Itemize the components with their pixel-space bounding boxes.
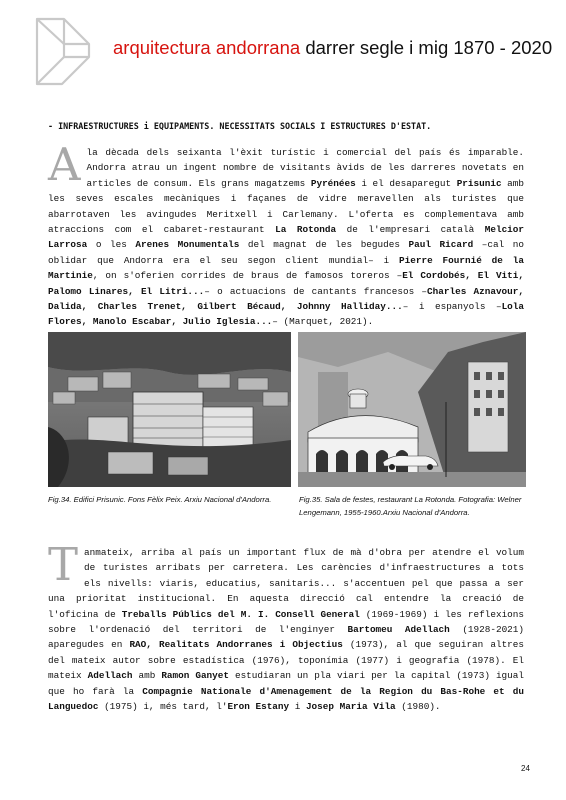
bold-text: Compagnie Nationale d'Amenagement de la Region du Bas-Rohe et du Languedoc xyxy=(48,685,525,713)
bold-text: Paul Ricard xyxy=(408,239,474,251)
bold-text: Josep Maria Vila xyxy=(305,701,396,713)
body-text: (1969-1969) i les reflexions sobre l'ordenació del territori de l'enginyer xyxy=(48,608,524,636)
photo-prisunic xyxy=(48,332,291,487)
section-title: - INFRAESTRUCTURES i EQUIPAMENTS. NECESSITATS SOCIALS I ESTRUCTURES D'ESTAT. xyxy=(48,121,432,131)
body-text: i xyxy=(289,701,306,713)
bold-text: Pierre Fournié de la Martinie xyxy=(48,254,524,282)
paragraph-1 xyxy=(48,138,525,330)
bold-text: Prisunic xyxy=(456,177,502,189)
body-text: la dècada dels seixanta l'èxit turístic i comercial del país és imparable. Andorra atrau un ingent nombre de visitants àvids de les darreres novetats en articles de consum. Els grans magatzems xyxy=(86,147,524,189)
bold-text: Melcior Larrosa xyxy=(48,224,525,251)
body-text: – o actuacions de cantants francesos – xyxy=(204,285,428,297)
bold-text: Adellach xyxy=(87,670,133,682)
bold-text: Arenes Monumentals xyxy=(135,239,240,251)
paragraph-2 xyxy=(48,538,525,714)
drop-cap: T xyxy=(48,538,79,591)
body-text: anmateix, arriba al país un important flux de mà d'obra per atendre el volum de turistes arribats per carretera. Les carències d'infraestructures a tots els nivells: viaris, educatius, sanitaris... s'accentuen pel que passa a ser una prioritat institucional. En aquesta direcció cal entendre la creació de l'oficina de xyxy=(48,547,524,620)
bold-text: Bartomeu Adellach xyxy=(347,624,450,636)
body-text: (1973), al que seguiran altres del mateix autor sobre estadística (1976), toponímia (1977) i geografia (1978). El mateix xyxy=(48,639,524,682)
bold-text: El Cordobés, El Viti, Palomo Linares, El Litri... xyxy=(48,270,524,297)
body-text: i el desaparegut xyxy=(355,177,457,189)
body-text: (1980). xyxy=(395,701,441,713)
body-text: – i espanyols – xyxy=(402,301,502,313)
caption-fig35: Fig.35. Sala de festes, restaurant La Rotonda. Fotografia: Welner Lengemann, 1955-1960.Arxiu Nacional d'Andorra. xyxy=(299,495,522,517)
bold-text: La Rotonda xyxy=(275,224,337,236)
bold-text: Treballs Públics del M. I. Consell General xyxy=(121,608,360,620)
body-text: (1975) i, més tard, l' xyxy=(98,701,228,713)
body-text: del magnat de les begudes xyxy=(239,239,409,251)
body-text: –cal no oblidar que Andorra era el seu segon client mundial– i xyxy=(48,239,524,266)
bold-text: Eron Estany xyxy=(227,701,290,713)
logo-icon xyxy=(34,16,92,88)
body-text: , on s'oferien corrides de braus de famosos toreros – xyxy=(92,270,403,282)
bold-text: Pyrénées xyxy=(310,177,356,189)
photo-la-rotonda xyxy=(298,332,526,487)
caption-fig34: Fig.34. Edifici Prisunic. Fons Fèlix Peix. Arxiu Nacional d'Andorra. xyxy=(48,495,272,504)
body-text: de l'empresari català xyxy=(336,224,485,236)
bold-text: Ramon Ganyet xyxy=(161,670,229,682)
bold-text: Charles Aznavour, Dalida, Charles Trenet, Gilbert Bécaud, Johnny Halliday... xyxy=(48,285,524,313)
page-header xyxy=(113,37,552,59)
drop-cap: A xyxy=(48,138,81,191)
body-text: estudiaran un pla viari per la capital (1973) igual que ho farà la xyxy=(48,670,524,697)
body-text: amb les seves escales mecàniques i façanes de vidre meravellen als turistes que abarrotaven les avingudes Meritxell i Carlemany. L'oferta es complementava amb atraccions com el cabaret-restaurant xyxy=(48,177,524,236)
page-number: 24 xyxy=(521,764,530,773)
bold-text: RAO, Realitats Andorranes i Objectius xyxy=(129,639,343,651)
header-brand: arquitectura andorrana xyxy=(113,37,301,58)
bold-text: Lola Flores, Manolo Escabar, Julio Iglesia... xyxy=(48,301,525,328)
body-text: (1928-2021) aparegudes en xyxy=(48,624,524,651)
body-text: o les xyxy=(87,239,136,251)
body-text: amb xyxy=(132,670,162,682)
header-subtitle: darrer segle i mig 1870 - 2020 xyxy=(305,37,553,58)
body-text: – (Marquet, 2021). xyxy=(272,316,374,328)
